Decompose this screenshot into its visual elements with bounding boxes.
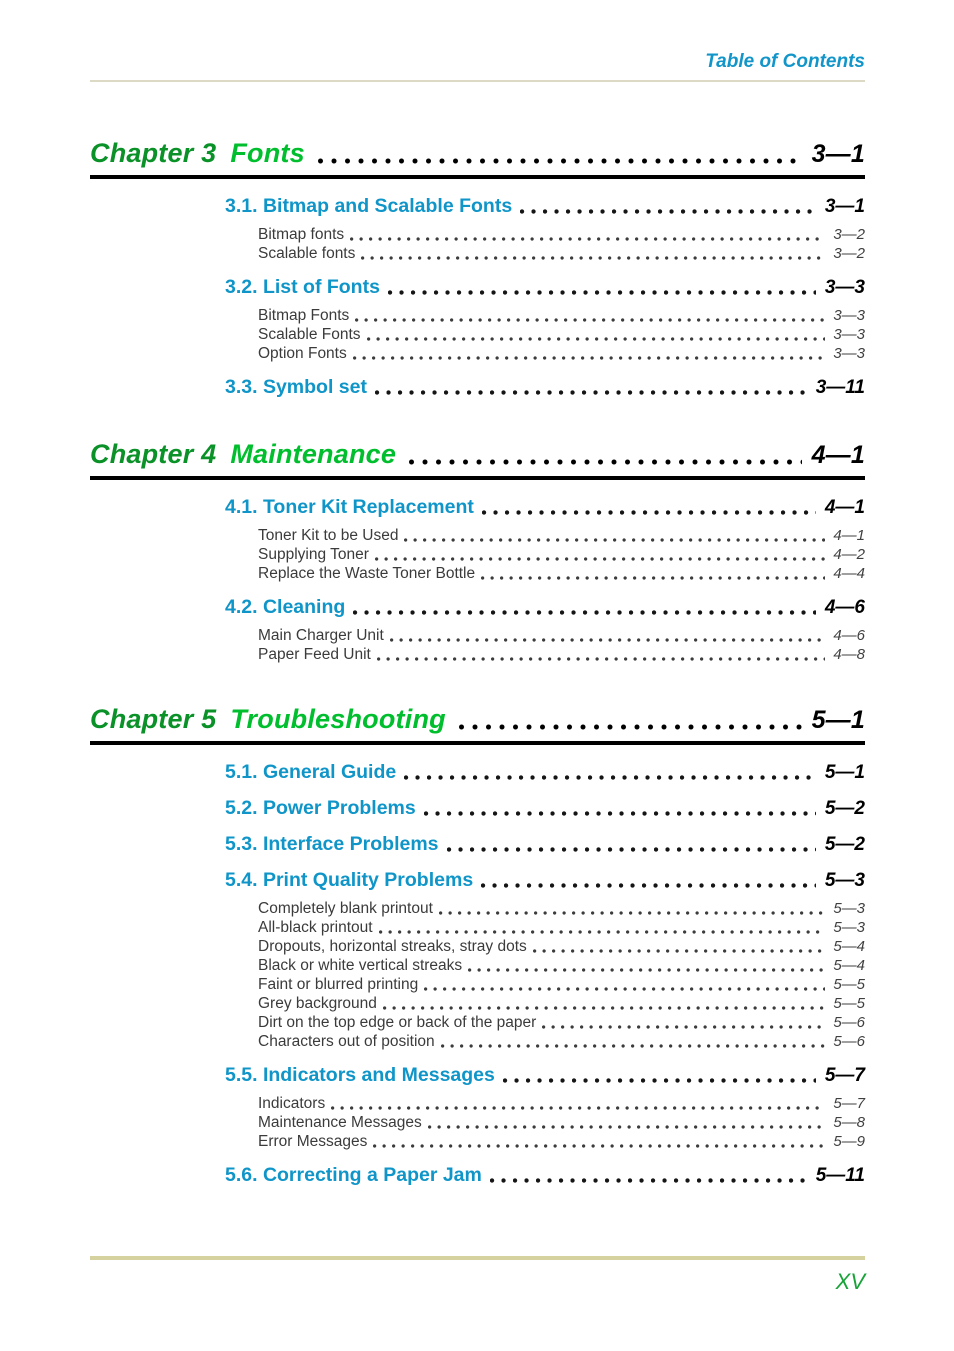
chapter-heading-row bbox=[90, 138, 865, 179]
item-page-number: 4—2 bbox=[833, 546, 865, 563]
section-label: 5.2. Power Problems bbox=[225, 797, 416, 819]
dot-leader bbox=[375, 557, 825, 561]
toc-section-entry bbox=[225, 496, 865, 519]
toc-section-entry bbox=[225, 869, 865, 892]
item-page-number: 5—3 bbox=[833, 900, 865, 917]
chapter-body bbox=[90, 195, 865, 399]
dot-leader bbox=[424, 811, 816, 816]
chapter-title: Maintenance bbox=[230, 439, 397, 469]
item-page-number: 3—2 bbox=[833, 245, 865, 262]
item-page-number: 5—4 bbox=[833, 938, 865, 955]
section-label: 3.3. Symbol set bbox=[225, 376, 367, 398]
chapter-block bbox=[90, 138, 865, 399]
toc-item-entry bbox=[258, 564, 865, 583]
dot-leader bbox=[441, 1044, 826, 1048]
item-page-number: 5—8 bbox=[833, 1114, 865, 1131]
item-page-number: 4—8 bbox=[833, 646, 865, 663]
item-page-number: 3—3 bbox=[833, 345, 865, 362]
section-label: 4.1. Toner Kit Replacement bbox=[225, 496, 474, 518]
toc-item-entry bbox=[258, 526, 865, 545]
toc-item-entry bbox=[258, 994, 865, 1013]
item-label: Error Messages bbox=[258, 1133, 368, 1150]
item-label: Maintenance Messages bbox=[258, 1114, 422, 1131]
dot-leader bbox=[459, 724, 802, 730]
section-page-number: 5—2 bbox=[824, 834, 865, 855]
item-page-number: 3—3 bbox=[833, 307, 865, 324]
chapter-label: Chapter 5 bbox=[90, 704, 217, 734]
toc-section-entry bbox=[225, 761, 865, 784]
section-page-number: 5—11 bbox=[815, 1165, 865, 1186]
item-label: Dropouts, horizontal streaks, stray dots bbox=[258, 938, 527, 955]
section-label: 3.2. List of Fonts bbox=[225, 276, 380, 298]
item-label: Scalable fonts bbox=[258, 245, 356, 262]
dot-leader bbox=[375, 390, 807, 395]
item-page-number: 3—3 bbox=[833, 326, 865, 343]
dot-leader bbox=[388, 290, 816, 295]
item-page-number: 4—4 bbox=[833, 565, 865, 582]
item-page-number: 5—6 bbox=[833, 1033, 865, 1050]
chapter-heading-row bbox=[90, 704, 865, 745]
dot-leader bbox=[367, 337, 826, 341]
item-label: All-black printout bbox=[258, 919, 373, 936]
item-label: Faint or blurred printing bbox=[258, 976, 419, 993]
item-label: Indicators bbox=[258, 1095, 326, 1112]
dot-leader bbox=[468, 968, 825, 972]
section-label: 5.6. Correcting a Paper Jam bbox=[225, 1164, 482, 1186]
item-label: Toner Kit to be Used bbox=[258, 527, 399, 544]
dot-leader bbox=[520, 209, 816, 214]
section-label: 5.1. General Guide bbox=[225, 761, 397, 783]
chapter-label: Chapter 4 bbox=[90, 439, 217, 469]
section-page-number: 3—11 bbox=[815, 377, 865, 398]
toc-item-entry bbox=[258, 1113, 865, 1132]
item-label: Replace the Waste Toner Bottle bbox=[258, 565, 476, 582]
toc-item-entry bbox=[258, 1132, 865, 1151]
toc-section-entry bbox=[225, 376, 865, 399]
section-page-number: 4—1 bbox=[824, 497, 865, 518]
chapter-block bbox=[90, 439, 865, 664]
section-page-number: 5—2 bbox=[824, 798, 865, 819]
dot-leader bbox=[481, 883, 816, 888]
toc-item-entry bbox=[258, 306, 865, 325]
dot-leader bbox=[490, 1178, 807, 1183]
item-page-number: 3—2 bbox=[833, 226, 865, 243]
dot-leader bbox=[350, 237, 825, 241]
item-label: Paper Feed Unit bbox=[258, 646, 371, 663]
toc-section-entry bbox=[225, 276, 865, 299]
section-label: 5.3. Interface Problems bbox=[225, 833, 439, 855]
toc-section-entry bbox=[225, 833, 865, 856]
item-label: Black or white vertical streaks bbox=[258, 957, 463, 974]
toc-item-entry bbox=[258, 1094, 865, 1113]
dot-leader bbox=[482, 510, 816, 515]
item-page-number: 5—9 bbox=[833, 1133, 865, 1150]
toc-section-entry bbox=[225, 1064, 865, 1087]
toc-item-entry bbox=[258, 918, 865, 937]
dot-leader bbox=[353, 356, 826, 360]
section-label: 4.2. Cleaning bbox=[225, 596, 346, 618]
dot-leader bbox=[447, 847, 816, 852]
dot-leader bbox=[331, 1106, 825, 1110]
section-page-number: 3—1 bbox=[824, 196, 865, 217]
item-page-number: 4—1 bbox=[833, 527, 865, 544]
page-title: Table of Contents bbox=[705, 51, 865, 72]
dot-leader bbox=[390, 638, 826, 642]
dot-leader bbox=[377, 657, 825, 661]
page-content bbox=[90, 0, 865, 1187]
chapter-block bbox=[90, 704, 865, 1187]
chapter-title: Fonts bbox=[230, 138, 305, 168]
toc-item-entry bbox=[258, 244, 865, 263]
section-label: 5.4. Print Quality Problems bbox=[225, 869, 474, 891]
toc-section-entry bbox=[225, 1164, 865, 1187]
dot-leader bbox=[428, 1125, 826, 1129]
item-label: Scalable Fonts bbox=[258, 326, 361, 343]
item-page-number: 4—6 bbox=[833, 627, 865, 644]
chapter-body bbox=[90, 761, 865, 1187]
item-label: Supplying Toner bbox=[258, 546, 369, 563]
dot-leader bbox=[481, 576, 825, 580]
section-page-number: 4—6 bbox=[824, 597, 865, 618]
dot-leader bbox=[542, 1025, 825, 1029]
section-label: 3.1. Bitmap and Scalable Fonts bbox=[225, 195, 513, 217]
item-page-number: 5—4 bbox=[833, 957, 865, 974]
dot-leader bbox=[355, 318, 825, 322]
item-page-number: 5—7 bbox=[833, 1095, 865, 1112]
toc-section-entry bbox=[225, 596, 865, 619]
toc-item-entry bbox=[258, 1013, 865, 1032]
dot-leader bbox=[373, 1144, 825, 1148]
item-label: Bitmap Fonts bbox=[258, 307, 350, 324]
item-page-number: 5—6 bbox=[833, 1014, 865, 1031]
toc-item-entry bbox=[258, 645, 865, 664]
chapter-title: Troubleshooting bbox=[230, 704, 446, 734]
dot-leader bbox=[318, 158, 802, 164]
section-page-number: 3—3 bbox=[824, 277, 865, 298]
item-label: Grey background bbox=[258, 995, 377, 1012]
item-label: Dirt on the top edge or back of the paper bbox=[258, 1014, 537, 1031]
toc-item-entry bbox=[258, 626, 865, 645]
toc-item-entry bbox=[258, 975, 865, 994]
dot-leader bbox=[424, 987, 825, 991]
dot-leader bbox=[404, 538, 825, 542]
toc-item-entry bbox=[258, 545, 865, 564]
item-label: Characters out of position bbox=[258, 1033, 435, 1050]
item-page-number: 5—3 bbox=[833, 919, 865, 936]
chapter-page-number: 3—1 bbox=[811, 140, 865, 168]
page-footer bbox=[90, 1256, 865, 1295]
item-label: Main Charger Unit bbox=[258, 627, 384, 644]
toc-item-entry bbox=[258, 956, 865, 975]
chapter-label: Chapter 3 bbox=[90, 138, 217, 168]
running-header bbox=[90, 0, 865, 82]
item-label: Bitmap fonts bbox=[258, 226, 345, 243]
section-page-number: 5—7 bbox=[824, 1065, 865, 1086]
dot-leader bbox=[404, 775, 816, 780]
toc-section-entry bbox=[225, 195, 865, 218]
item-label: Option Fonts bbox=[258, 345, 347, 362]
item-page-number: 5—5 bbox=[833, 995, 865, 1012]
dot-leader bbox=[379, 930, 826, 934]
dot-leader bbox=[361, 256, 825, 260]
dot-leader bbox=[409, 459, 801, 465]
chapter-page-number: 5—1 bbox=[811, 706, 865, 734]
dot-leader bbox=[383, 1006, 825, 1010]
dot-leader bbox=[503, 1078, 816, 1083]
chapter-heading-row bbox=[90, 439, 865, 480]
dot-leader bbox=[533, 949, 826, 953]
toc-item-entry bbox=[258, 1032, 865, 1051]
toc-item-entry bbox=[258, 937, 865, 956]
toc-item-entry bbox=[258, 899, 865, 918]
section-label: 5.5. Indicators and Messages bbox=[225, 1064, 495, 1086]
toc-item-entry bbox=[258, 325, 865, 344]
section-page-number: 5—3 bbox=[824, 870, 865, 891]
toc-list bbox=[90, 138, 865, 1187]
section-page-number: 5—1 bbox=[824, 762, 865, 783]
toc-item-entry bbox=[258, 225, 865, 244]
toc-item-entry bbox=[258, 344, 865, 363]
toc-section-entry bbox=[225, 797, 865, 820]
chapter-page-number: 4—1 bbox=[811, 441, 865, 469]
dot-leader bbox=[353, 610, 816, 615]
chapter-body bbox=[90, 496, 865, 664]
item-page-number: 5—5 bbox=[833, 976, 865, 993]
item-label: Completely blank printout bbox=[258, 900, 433, 917]
dot-leader bbox=[439, 911, 825, 915]
folio-page-number: XV bbox=[835, 1269, 865, 1294]
